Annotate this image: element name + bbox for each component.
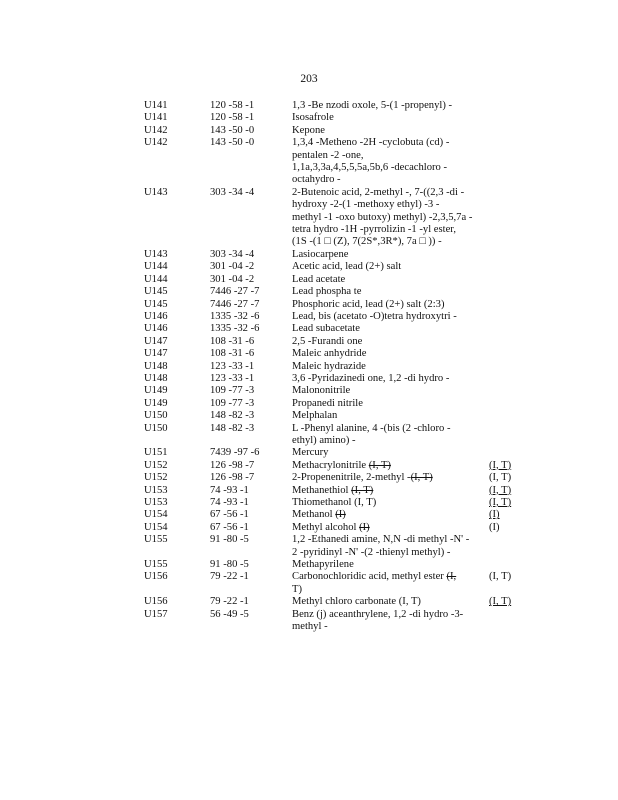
- chemical-name: [292, 261, 482, 273]
- chemical-name-line: T): [292, 583, 302, 595]
- table-row: [0, 112, 618, 124]
- cas-number: 91 -80 -5: [210, 559, 249, 571]
- table-row: [0, 398, 618, 410]
- hazard-code: (I): [489, 509, 500, 521]
- chemical-name-line: Malononitrile: [292, 385, 351, 397]
- waste-code: U145: [144, 298, 168, 310]
- table-row: [0, 373, 618, 385]
- table-row: [0, 609, 618, 634]
- cas-number: 74 -93 -1: [210, 497, 249, 508]
- table-row: [0, 261, 618, 273]
- chemical-name: [292, 497, 482, 509]
- chemical-name-line: methyl -: [292, 621, 328, 633]
- chemical-name-line: Maleic anhydride: [292, 348, 367, 360]
- table-row: [0, 336, 618, 348]
- waste-code: U152: [144, 459, 168, 471]
- chemical-name: [292, 286, 482, 298]
- table-row: [0, 447, 618, 459]
- chemical-name-line: 3,6 -Pyridazinedi one, 1,2 -di hydro -: [292, 372, 450, 384]
- chemical-name-line: Melphalan: [292, 410, 338, 422]
- chemical-name-line: Kepone: [292, 124, 325, 136]
- cas-number: 67 -56 -1: [210, 509, 249, 521]
- waste-code: U154: [144, 509, 168, 521]
- chemical-name: [292, 534, 482, 559]
- chemical-name: [292, 373, 482, 385]
- hazard-code: (I, T): [489, 459, 512, 471]
- struck-hazard-code: (I,: [446, 571, 457, 583]
- waste-code: U142: [144, 124, 168, 136]
- chemical-name: [292, 323, 482, 335]
- chemical-name: [292, 187, 482, 249]
- cas-number: 1335 -32 -6: [210, 323, 260, 335]
- chemical-name-line: Phosphoric acid, lead (2+) salt (2:3): [292, 298, 445, 310]
- chemical-name-line: Mercury: [292, 447, 329, 459]
- cas-number: 301 -04 -2: [210, 273, 255, 285]
- cas-number: 67 -56 -1: [210, 521, 249, 533]
- table-row: [0, 274, 618, 286]
- waste-code: U145: [144, 286, 168, 298]
- chemical-name-line: Carbonochloridic acid, methyl ester (I,: [292, 571, 457, 583]
- chemical-name: [292, 472, 482, 484]
- hazard-code: (I, T): [489, 472, 512, 484]
- struck-hazard-code: (I, T): [368, 459, 391, 471]
- chemical-name-line: 1,2 -Ethanedi amine, N,N -di methyl -N' -: [292, 534, 470, 546]
- chemical-name-line: Thiomethanol (I, T): [292, 497, 377, 508]
- table-row: [0, 472, 618, 484]
- chemical-name: [292, 596, 482, 608]
- waste-code: U154: [144, 521, 168, 533]
- cas-number: 109 -77 -3: [210, 385, 255, 397]
- chemical-name-line: Lead phospha te: [292, 286, 362, 298]
- chemical-name-line: Methyl alcohol (I): [292, 521, 370, 533]
- cas-number: 126 -98 -7: [210, 459, 255, 471]
- struck-hazard-code: (I): [359, 521, 370, 533]
- table-row: [0, 361, 618, 373]
- chemical-name: [292, 559, 482, 571]
- cas-number: 120 -58 -1: [210, 112, 255, 124]
- cas-number: 108 -31 -6: [210, 335, 255, 347]
- waste-code: U149: [144, 397, 168, 409]
- page-number: 203: [300, 73, 318, 85]
- hazard-code: (I, T): [489, 571, 512, 583]
- chemical-name: [292, 485, 482, 497]
- waste-code: U153: [144, 484, 168, 496]
- chemical-name-line: Methapyrilene: [292, 559, 354, 571]
- cas-number: 7439 -97 -6: [210, 447, 260, 459]
- chemical-name: [292, 410, 482, 422]
- waste-code: U141: [144, 112, 168, 124]
- cas-number: 148 -82 -3: [210, 410, 255, 422]
- table-row: [0, 596, 618, 608]
- chemical-name-line: hydroxy -2-(1 -methoxy ethyl) -3 -: [292, 199, 440, 211]
- hazard-code: (I, T): [489, 484, 512, 496]
- cas-number: 143 -50 -0: [210, 137, 255, 149]
- waste-code: U147: [144, 348, 168, 360]
- chemical-name-line: Methanethiol (I, T): [292, 484, 374, 496]
- chemical-name-line: (1S -(1 □ (Z), 7(2S*,3R*), 7a □ )) -: [292, 236, 442, 248]
- cas-number: 303 -34 -4: [210, 248, 255, 260]
- table-row: [0, 137, 618, 187]
- waste-code: U156: [144, 571, 168, 583]
- waste-code: U146: [144, 323, 168, 335]
- waste-code: U157: [144, 608, 168, 620]
- chemical-name-line: pentalen -2 -one,: [292, 149, 364, 161]
- table-row: [0, 286, 618, 298]
- table-row: [0, 559, 618, 571]
- table-row: [0, 509, 618, 521]
- cas-number: 123 -33 -1: [210, 360, 255, 372]
- waste-code: U149: [144, 385, 168, 397]
- cas-number: 126 -98 -7: [210, 472, 255, 484]
- cas-number: 120 -58 -1: [210, 100, 255, 111]
- chemical-name: [292, 447, 482, 459]
- cas-number: 7446 -27 -7: [210, 298, 260, 310]
- chemical-name-line: Methyl chloro carbonate (I, T): [292, 596, 421, 608]
- cas-number: 108 -31 -6: [210, 348, 255, 360]
- chemical-name: [292, 137, 482, 187]
- table-row: [0, 522, 618, 534]
- waste-code: U141: [144, 100, 168, 111]
- chemical-name-line: 1,1a,3,3a,4,5,5,5a,5b,6 -decachloro -: [292, 162, 448, 174]
- hazard-code: (I, T): [489, 497, 512, 508]
- cas-number: 301 -04 -2: [210, 261, 255, 273]
- chemical-name: [292, 385, 482, 397]
- table-row: [0, 497, 618, 509]
- table-row: [0, 299, 618, 311]
- waste-code: U142: [144, 137, 168, 149]
- waste-code-table: [0, 100, 618, 633]
- struck-hazard-code: (I): [335, 509, 346, 521]
- waste-code: U151: [144, 447, 168, 459]
- table-row: [0, 571, 618, 596]
- table-row: [0, 187, 618, 249]
- chemical-name: [292, 299, 482, 311]
- table-row: [0, 410, 618, 422]
- chemical-name-line: 2 -pyridinyl -N' -(2 -thienyl methyl) -: [292, 546, 451, 558]
- chemical-name-line: 1,3 -Be nzodi oxole, 5-(1 -propenyl) -: [292, 100, 453, 111]
- table-row: [0, 385, 618, 397]
- chemical-name: [292, 336, 482, 348]
- chemical-name-line: L -Phenyl alanine, 4 -(bis (2 -chloro -: [292, 422, 451, 434]
- table-row: [0, 348, 618, 360]
- chemical-name-line: Lasiocarpene: [292, 248, 349, 260]
- hazard-code: (I, T): [489, 596, 512, 608]
- table-row: [0, 249, 618, 261]
- chemical-name-line: 2-Propenenitrile, 2-methyl -(I, T): [292, 472, 433, 484]
- waste-code: U148: [144, 360, 168, 372]
- chemical-name-line: Methanol (I): [292, 509, 346, 521]
- table-row: [0, 311, 618, 323]
- cas-number: 109 -77 -3: [210, 397, 255, 409]
- table-row: [0, 534, 618, 559]
- cas-number: 79 -22 -1: [210, 571, 249, 583]
- chemical-name: [292, 311, 482, 323]
- table-row: [0, 323, 618, 335]
- table-row: [0, 100, 618, 112]
- waste-code: U148: [144, 372, 168, 384]
- waste-code: U150: [144, 422, 168, 434]
- chemical-name-line: methyl -1 -oxo butoxy) methyl) -2,3,5,7a -: [292, 211, 473, 223]
- cas-number: 56 -49 -5: [210, 608, 249, 620]
- chemical-name-line: Propanedi nitrile: [292, 397, 363, 409]
- table-row: [0, 125, 618, 137]
- chemical-name-line: Isosafrole: [292, 112, 334, 124]
- chemical-name-line: tetra hydro -1H -pyrrolizin -1 -yl ester,: [292, 224, 457, 236]
- cas-number: 1335 -32 -6: [210, 310, 260, 322]
- chemical-name-line: Methacrylonitrile (I, T): [292, 459, 391, 471]
- cas-number: 91 -80 -5: [210, 534, 249, 546]
- chemical-name: [292, 460, 482, 472]
- chemical-name: [292, 348, 482, 360]
- cas-number: 7446 -27 -7: [210, 286, 260, 298]
- cas-number: 148 -82 -3: [210, 422, 255, 434]
- chemical-name-line: Lead subacetate: [292, 323, 360, 335]
- cas-number: 79 -22 -1: [210, 596, 249, 608]
- table-row: [0, 423, 618, 448]
- hazard-code: (I): [489, 521, 500, 533]
- chemical-name: [292, 125, 482, 137]
- chemical-name: [292, 423, 482, 448]
- chemical-name: [292, 100, 482, 112]
- chemical-name: [292, 249, 482, 261]
- chemical-name-line: ethyl) amino) -: [292, 434, 356, 446]
- chemical-name: [292, 571, 482, 596]
- chemical-name: [292, 112, 482, 124]
- chemical-name-line: Lead, bis (acetato -O)tetra hydroxytri -: [292, 310, 457, 322]
- chemical-name: [292, 522, 482, 534]
- chemical-name-line: Benz (j) aceanthrylene, 1,2 -di hydro -3-: [292, 608, 464, 620]
- waste-code: U143: [144, 248, 168, 260]
- cas-number: 303 -34 -4: [210, 186, 255, 198]
- waste-code: U153: [144, 497, 168, 508]
- cas-number: 123 -33 -1: [210, 372, 255, 384]
- struck-hazard-code: (I, T): [410, 472, 433, 484]
- chemical-name-line: 2,5 -Furandi one: [292, 335, 363, 347]
- chemical-name: [292, 274, 482, 286]
- waste-code: U156: [144, 596, 168, 608]
- cas-number: 74 -93 -1: [210, 484, 249, 496]
- chemical-name-line: Maleic hydrazide: [292, 360, 366, 372]
- chemical-name-line: 1,3,4 -Metheno -2H -cyclobuta (cd) -: [292, 137, 450, 149]
- waste-code: U147: [144, 335, 168, 347]
- chemical-name-line: octahydro -: [292, 174, 341, 186]
- waste-code: U152: [144, 472, 168, 484]
- waste-code: U146: [144, 310, 168, 322]
- table-row: [0, 485, 618, 497]
- waste-code: U155: [144, 534, 168, 546]
- chemical-name-line: Acetic acid, lead (2+) salt: [292, 261, 402, 273]
- waste-code: U144: [144, 261, 168, 273]
- chemical-name-line: Lead acetate: [292, 273, 346, 285]
- waste-code: U155: [144, 559, 168, 571]
- waste-code: U144: [144, 273, 168, 285]
- table-row: [0, 460, 618, 472]
- chemical-name-line: 2-Butenoic acid, 2-methyl -, 7-((2,3 -di -: [292, 186, 465, 198]
- struck-hazard-code: (I, T): [351, 484, 374, 496]
- chemical-name: [292, 609, 482, 634]
- chemical-name: [292, 398, 482, 410]
- waste-code: U143: [144, 186, 168, 198]
- chemical-name: [292, 361, 482, 373]
- waste-code: U150: [144, 410, 168, 422]
- chemical-name: [292, 509, 482, 521]
- cas-number: 143 -50 -0: [210, 124, 255, 136]
